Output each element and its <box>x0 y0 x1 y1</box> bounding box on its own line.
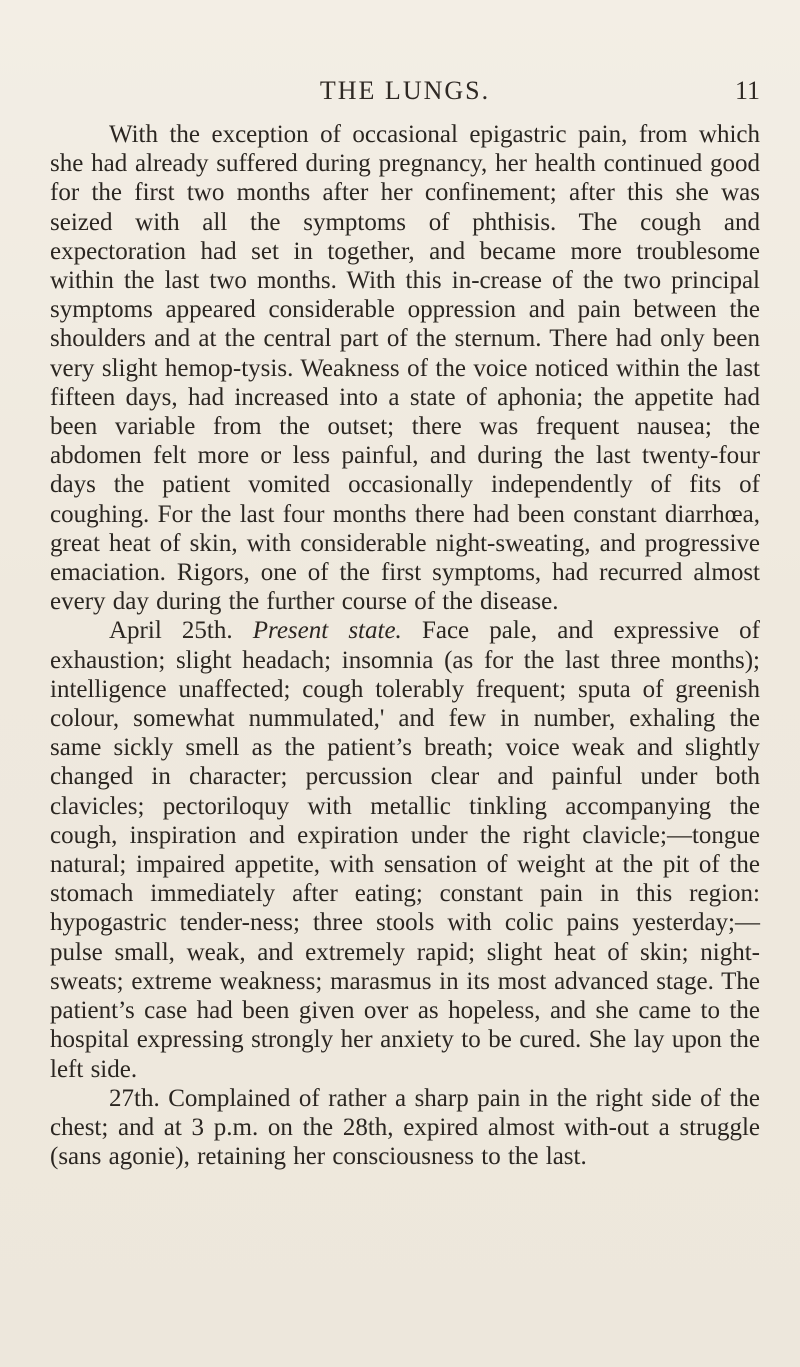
paragraph-outcome <box>50 1084 760 1172</box>
body-text <box>50 120 760 1171</box>
page-number: 11 <box>734 76 760 105</box>
paragraph-date: 27th. <box>109 1084 160 1112</box>
present-state-label: Present state. <box>252 617 402 645</box>
paragraph-history <box>50 120 760 616</box>
paragraph-history-text: With the exception of occasional epigastric pain, from which she had already suffered during pregnancy, her health continued good for the first two months after her confinement; after this she was seized with all the symptoms of phthisis. The cough and expectoration had set in together, and became more troublesome within the last two months. With this in-crease of the two principal symptoms appeared considerable oppression and pain between the shoulders and at the central part of the sternum. There had only been very slight hemop-tysis. Weakness of the voice noticed within the last fifteen days, had increased into a state of aphonia; the appetite had been variable from the outset; there was frequent nausea; the abdomen felt more or less painful, and during the last twenty-four days the patient vomited occasionally independently of fits of coughing. For the last four months there had been constant diarrhœa, great heat of skin, with considerable night-sweating, and progressive emaciation. Rigors, one of the first symptoms, had recurred almost every day during the further course of the disease. <box>50 121 760 616</box>
paragraph-present-state <box>50 616 760 1083</box>
paragraph-date: April 25th. <box>109 617 233 645</box>
paragraph-outcome-text: Complained of rather a sharp pain in the right side of the chest; and at 3 p.m. on the 28th, expired almost with-out a struggle (sans agonie), retaining her consciousness to the last. <box>50 1084 761 1171</box>
running-title: THE LUNGS. <box>319 76 491 105</box>
running-head <box>50 76 760 110</box>
paragraph-present-state-text: Face pale, and expressive of exhaustion; slight headach; insomnia (as for the last three months); intelligence unaffected; cough tolerably frequent; sputa of greenish colour, somewhat nummulated,' and few in number, exhaling the same sickly smell as the patient’s breath; voice weak and slightly changed in character; percussion clear and painful under both clavicles; pectoriloquy with metallic tinkling accompanying the cough, inspiration and expiration under the right clavicle;—tongue natural; impaired appetite, with sensation of weight at the pit of the stomach immediately after eating; constant pain in this region: hypogastric tender-ness; three stools with colic pains yesterday;—pulse small, weak, and extremely rapid; slight heat of skin; night-sweats; extreme weakness; marasmus in its most advanced stage. The patient’s case had been given over as hopeless, and she came to the hospital expressing strongly her anxiety to be cured. She lay upon the left side. <box>50 617 761 1083</box>
